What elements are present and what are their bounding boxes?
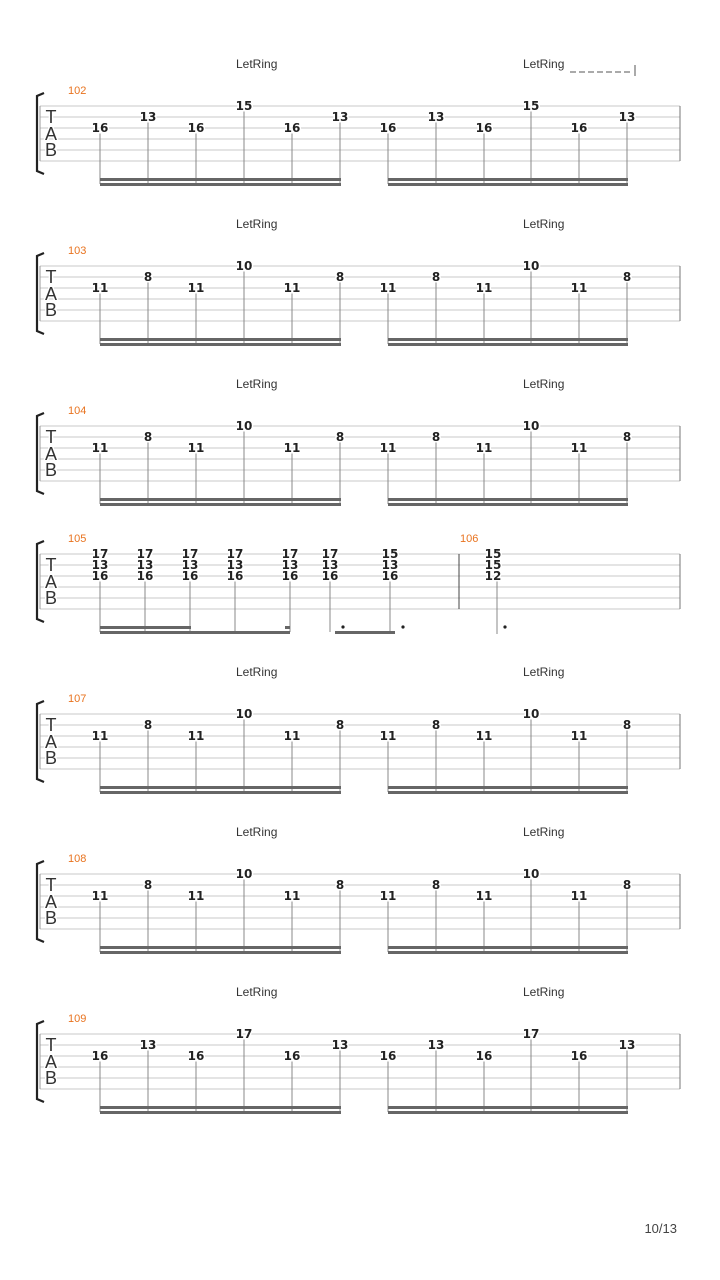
fret-number: 11 xyxy=(187,889,205,903)
beam xyxy=(100,626,191,629)
tab-clef-letter: B xyxy=(44,588,58,608)
page-number: 10/13 xyxy=(644,1221,677,1236)
beam xyxy=(100,631,290,634)
fret-number: 8 xyxy=(335,270,345,284)
fret-number: 8 xyxy=(335,718,345,732)
let-ring-label: LetRing xyxy=(523,985,565,999)
fret-number: 16 xyxy=(570,1049,588,1063)
fret-number: 11 xyxy=(475,441,493,455)
fret-number: 11 xyxy=(475,729,493,743)
fret-number: 10 xyxy=(522,867,540,881)
beam xyxy=(388,343,628,346)
tab-clef-letter: A xyxy=(44,444,58,464)
fret-number: 16 xyxy=(475,121,493,135)
fret-number: 13 xyxy=(181,558,199,572)
fret-number: 11 xyxy=(379,281,397,295)
beam xyxy=(100,786,341,789)
tab-clef-letter: A xyxy=(44,892,58,912)
let-ring-label: LetRing xyxy=(236,377,278,391)
fret-number: 16 xyxy=(136,569,154,583)
tab-clef-letter: B xyxy=(44,460,58,480)
fret-number: 17 xyxy=(281,547,299,561)
tab-clef-letter: B xyxy=(44,908,58,928)
fret-number: 8 xyxy=(431,430,441,444)
measure-number: 102 xyxy=(68,85,87,97)
fret-number: 10 xyxy=(235,867,253,881)
fret-number: 16 xyxy=(181,569,199,583)
fret-number: 11 xyxy=(187,729,205,743)
fret-number: 16 xyxy=(283,1049,301,1063)
fret-number: 10 xyxy=(522,259,540,273)
beam xyxy=(388,183,628,186)
fret-number: 13 xyxy=(427,1038,445,1052)
let-ring-label: LetRing xyxy=(236,57,278,71)
fret-number: 13 xyxy=(136,558,154,572)
fret-number: 8 xyxy=(335,430,345,444)
fret-number: 11 xyxy=(91,729,109,743)
fret-number: 11 xyxy=(570,729,588,743)
fret-number: 11 xyxy=(475,281,493,295)
beam-stub xyxy=(285,626,290,629)
fret-number: 11 xyxy=(187,441,205,455)
fret-number: 13 xyxy=(618,110,636,124)
beam xyxy=(388,786,628,789)
fret-number: 16 xyxy=(379,121,397,135)
fret-number: 13 xyxy=(139,1038,157,1052)
fret-number: 15 xyxy=(235,99,253,113)
beam xyxy=(335,631,395,634)
fret-number: 15 xyxy=(381,547,399,561)
measure-number: 108 xyxy=(68,853,87,865)
tab-clef-letter: A xyxy=(44,1052,58,1072)
let-ring-label: LetRing xyxy=(236,665,278,679)
fret-number: 16 xyxy=(381,569,399,583)
fret-number: 11 xyxy=(570,441,588,455)
fret-number: 16 xyxy=(91,121,109,135)
tab-clef-letter: A xyxy=(44,124,58,144)
fret-number: 13 xyxy=(226,558,244,572)
let-ring-label: LetRing xyxy=(236,985,278,999)
beam xyxy=(100,1111,341,1114)
fret-number: 11 xyxy=(283,281,301,295)
fret-number: 16 xyxy=(226,569,244,583)
fret-number: 17 xyxy=(226,547,244,561)
fret-number: 16 xyxy=(475,1049,493,1063)
fret-number: 8 xyxy=(622,718,632,732)
beam xyxy=(100,183,341,186)
tab-clef-letter: T xyxy=(45,875,57,895)
tab-clef-letter: T xyxy=(45,427,57,447)
fret-number: 17 xyxy=(91,547,109,561)
fret-number: 13 xyxy=(381,558,399,572)
fret-number: 13 xyxy=(427,110,445,124)
fret-number: 10 xyxy=(235,259,253,273)
fret-number: 16 xyxy=(570,121,588,135)
let-ring-label: LetRing xyxy=(523,57,565,71)
fret-number: 11 xyxy=(187,281,205,295)
fret-number: 15 xyxy=(484,558,502,572)
fret-number: 16 xyxy=(283,121,301,135)
fret-number: 8 xyxy=(143,878,153,892)
beam xyxy=(100,498,341,501)
fret-number: 13 xyxy=(321,558,339,572)
tab-clef-letter: T xyxy=(45,267,57,287)
beam xyxy=(388,1111,628,1114)
tab-clef-letter: T xyxy=(45,715,57,735)
beam xyxy=(100,338,341,341)
fret-number: 8 xyxy=(431,718,441,732)
fret-number: 17 xyxy=(321,547,339,561)
beam xyxy=(388,946,628,949)
fret-number: 8 xyxy=(143,270,153,284)
fret-number: 16 xyxy=(187,121,205,135)
beam xyxy=(388,791,628,794)
fret-number: 11 xyxy=(91,441,109,455)
fret-number: 16 xyxy=(281,569,299,583)
let-ring-label: LetRing xyxy=(523,825,565,839)
measure-number: 105 xyxy=(68,533,87,545)
fret-number: 12 xyxy=(484,569,502,583)
fret-number: 17 xyxy=(181,547,199,561)
let-ring-label: LetRing xyxy=(523,377,565,391)
measure-number: 109 xyxy=(68,1013,87,1025)
fret-number: 17 xyxy=(235,1027,253,1041)
fret-number: 8 xyxy=(431,270,441,284)
beam xyxy=(388,338,628,341)
fret-number: 8 xyxy=(622,270,632,284)
fret-number: 10 xyxy=(522,419,540,433)
tab-clef-letter: T xyxy=(45,107,57,127)
measure-number: 104 xyxy=(68,405,87,417)
beam xyxy=(100,178,341,181)
fret-number: 13 xyxy=(331,1038,349,1052)
fret-number: 11 xyxy=(283,729,301,743)
beam xyxy=(388,951,628,954)
fret-number: 11 xyxy=(91,889,109,903)
fret-number: 15 xyxy=(484,547,502,561)
let-ring-label: LetRing xyxy=(523,665,565,679)
beam xyxy=(100,1106,341,1109)
fret-number: 8 xyxy=(622,878,632,892)
fret-number: 11 xyxy=(475,889,493,903)
dot xyxy=(503,625,506,628)
tab-clef-letter: T xyxy=(45,1035,57,1055)
beam xyxy=(388,178,628,181)
fret-number: 10 xyxy=(522,707,540,721)
measure-number: 107 xyxy=(68,693,87,705)
fret-number: 10 xyxy=(235,419,253,433)
fret-number: 17 xyxy=(522,1027,540,1041)
let-ring-label: LetRing xyxy=(523,217,565,231)
fret-number: 11 xyxy=(379,729,397,743)
tab-clef-letter: B xyxy=(44,748,58,768)
beam xyxy=(388,1106,628,1109)
beam xyxy=(388,503,628,506)
fret-number: 13 xyxy=(281,558,299,572)
fret-number: 13 xyxy=(331,110,349,124)
dot xyxy=(401,625,404,628)
beam xyxy=(100,946,341,949)
tab-clef-letter: A xyxy=(44,732,58,752)
fret-number: 16 xyxy=(379,1049,397,1063)
measure-number: 106 xyxy=(460,533,479,545)
tab-clef-letter: B xyxy=(44,300,58,320)
fret-number: 11 xyxy=(379,441,397,455)
fret-number: 8 xyxy=(143,430,153,444)
fret-number: 8 xyxy=(335,878,345,892)
fret-number: 16 xyxy=(187,1049,205,1063)
tab-clef-letter: A xyxy=(44,284,58,304)
fret-number: 13 xyxy=(91,558,109,572)
fret-number: 11 xyxy=(570,889,588,903)
fret-number: 11 xyxy=(283,889,301,903)
beam xyxy=(388,498,628,501)
fret-number: 8 xyxy=(143,718,153,732)
beam xyxy=(100,951,341,954)
tab-clef-letter: B xyxy=(44,140,58,160)
measure-number: 103 xyxy=(68,245,87,257)
fret-number: 8 xyxy=(431,878,441,892)
tab-clef-letter: B xyxy=(44,1068,58,1088)
fret-number: 15 xyxy=(522,99,540,113)
fret-number: 11 xyxy=(283,441,301,455)
fret-number: 16 xyxy=(91,569,109,583)
let-ring-label: LetRing xyxy=(236,217,278,231)
fret-number: 13 xyxy=(618,1038,636,1052)
fret-number: 17 xyxy=(136,547,154,561)
fret-number: 8 xyxy=(622,430,632,444)
let-ring-label: LetRing xyxy=(236,825,278,839)
beam xyxy=(100,343,341,346)
beam xyxy=(100,503,341,506)
dot xyxy=(341,625,344,628)
tab-clef-letter: A xyxy=(44,572,58,592)
fret-number: 11 xyxy=(570,281,588,295)
fret-number: 16 xyxy=(91,1049,109,1063)
fret-number: 13 xyxy=(139,110,157,124)
fret-number: 16 xyxy=(321,569,339,583)
beam xyxy=(100,791,341,794)
fret-number: 10 xyxy=(235,707,253,721)
fret-number: 11 xyxy=(91,281,109,295)
tab-clef-letter: T xyxy=(45,555,57,575)
fret-number: 11 xyxy=(379,889,397,903)
